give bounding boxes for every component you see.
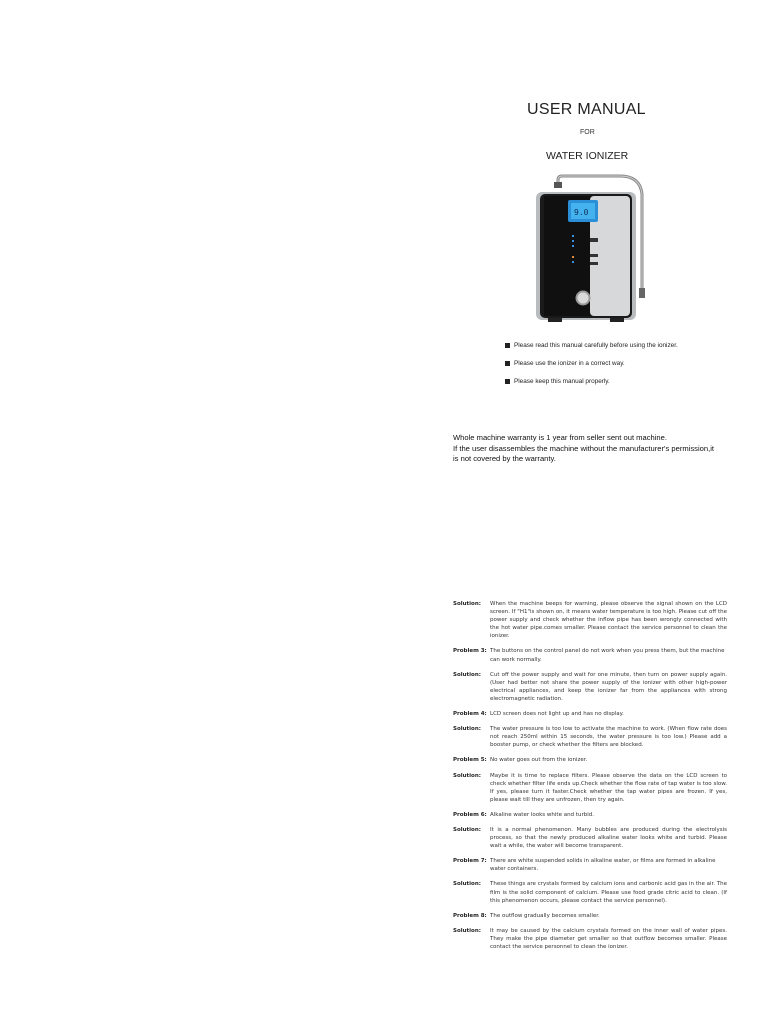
entry-label: Solution: — [453, 881, 481, 888]
water-ionizer-device-image — [528, 172, 656, 328]
troubleshooting-entry — [453, 772, 727, 804]
square-bullet-icon — [505, 361, 510, 366]
troubleshooting-entry — [453, 927, 727, 951]
entry-label: Solution: — [453, 671, 481, 678]
entry-label: Problem 7: — [453, 858, 487, 865]
troubleshooting-entry — [453, 826, 727, 850]
usage-note — [505, 342, 745, 349]
warranty-line: is not covered by the warranty. — [453, 454, 556, 464]
entry-text: The water pressure is too low to activate the machine to work. (When flow rate does not reach 250ml within 15 seconds, the water pressure is too low.) Please add a booster pump, or check whether the filters are blocked. — [490, 726, 727, 749]
entry-text: There are white suspended solids in alkaline water, or films are formed in alkaline water containers. — [490, 858, 716, 873]
troubleshooting-entry — [453, 725, 727, 749]
usage-note — [505, 360, 745, 367]
entry-text: Maybe it is time to replace filters. Please observe the data on the LCD screen to check whether filter life ends up.Check whether the flow rate of tap water is too slow. If yes, please turn it faster.Check whether the tap water pipes are frozen. If yes, please wait till they are unfrozen, then try again. — [490, 772, 727, 803]
troubleshooting-entry — [453, 811, 727, 819]
entry-text: Cut off the power supply and wait for one minute, then turn on power supply again. (User had better not share the power supply of the ionizer with other high-power electrical appliances, and keep the ionizer far from the appliances with strong electromagnetic radiation. — [490, 671, 727, 702]
entry-label: Problem 4: — [453, 711, 487, 718]
troubleshooting-section — [453, 600, 727, 958]
for-label: FOR — [580, 129, 595, 136]
entry-label: Solution: — [453, 726, 481, 733]
troubleshooting-entry — [453, 671, 727, 703]
entry-label: Problem 5: — [453, 757, 487, 764]
troubleshooting-entry — [453, 912, 727, 920]
warranty-notice — [453, 433, 743, 465]
entry-text: These things are crystals formed by calcium ions and carbonic acid gas in the air. The film is the solid component of calcium. Please use food grade citric acid to clean. (If this phenomenon occurs, please contact the service personnel). — [490, 881, 727, 904]
entry-text: LCD screen does not light up and has no display. — [490, 711, 624, 718]
entry-text: The buttons on the control panel do not work when you press them, but the machine can work normally. — [490, 648, 725, 663]
troubleshooting-entry — [453, 880, 727, 904]
troubleshooting-entry — [453, 647, 727, 663]
usage-note-text: Please read this manual carefully before using the ionizer. — [514, 342, 678, 349]
square-bullet-icon — [505, 379, 510, 384]
entry-text: It is a normal phenomenon. Many bubbles are produced during the electrolysis process, so that the newly produced alkaline water looks white and turbid. Please wait a while, the water will become transparent. — [490, 826, 727, 850]
square-bullet-icon — [505, 343, 510, 348]
usage-note-text: Please keep this manual properly. — [514, 378, 610, 385]
troubleshooting-entry — [453, 600, 727, 640]
troubleshooting-entry — [453, 710, 727, 718]
product-subtitle: WATER IONIZER — [546, 150, 629, 162]
entry-text: It may be caused by the calcium crystals formed on the inner wall of water pipes. They make the pipe diameter get smaller so that outflow becomes smaller. Please contact the service personnel to clean the ionizer. — [490, 927, 727, 950]
entry-label: Solution: — [453, 927, 481, 934]
manual-title: USER MANUAL — [527, 101, 646, 118]
troubleshooting-entry — [453, 756, 727, 764]
entry-text: The outflow gradually becomes smaller. — [490, 912, 600, 919]
entry-text: No water goes out from the ionizer. — [490, 757, 588, 764]
warranty-line: Whole machine warranty is 1 year from seller sent out machine. — [453, 433, 667, 442]
entry-label: Solution: — [453, 601, 481, 607]
entry-text: Alkaline water looks white and turbid. — [490, 811, 594, 818]
troubleshooting-entry — [453, 857, 727, 873]
entry-label: Problem 8: — [453, 912, 487, 919]
warranty-line: If the user disassembles the machine without the manufacturer's permission,it — [453, 443, 715, 453]
entry-text: When the machine beeps for warning, please observe the signal shown on the LCD screen. If "H1"is shown on, it means water temperature is too high. Please cut off the power supply and check whether the inflow pipe has been wrongly connected with the hot water pipe.comes smaller. Please contact the service personnel to clean the ionizer. — [490, 601, 727, 640]
entry-label: Problem 6: — [453, 811, 487, 818]
usage-note-text: Please use the ionizer in a correct way. — [514, 360, 625, 367]
svg-text:9.0: 9.0 — [574, 208, 589, 217]
entry-label: Solution: — [453, 826, 481, 833]
entry-label: Solution: — [453, 772, 481, 779]
usage-notes — [505, 342, 745, 396]
entry-label: Problem 3: — [453, 648, 487, 655]
usage-note — [505, 378, 745, 385]
